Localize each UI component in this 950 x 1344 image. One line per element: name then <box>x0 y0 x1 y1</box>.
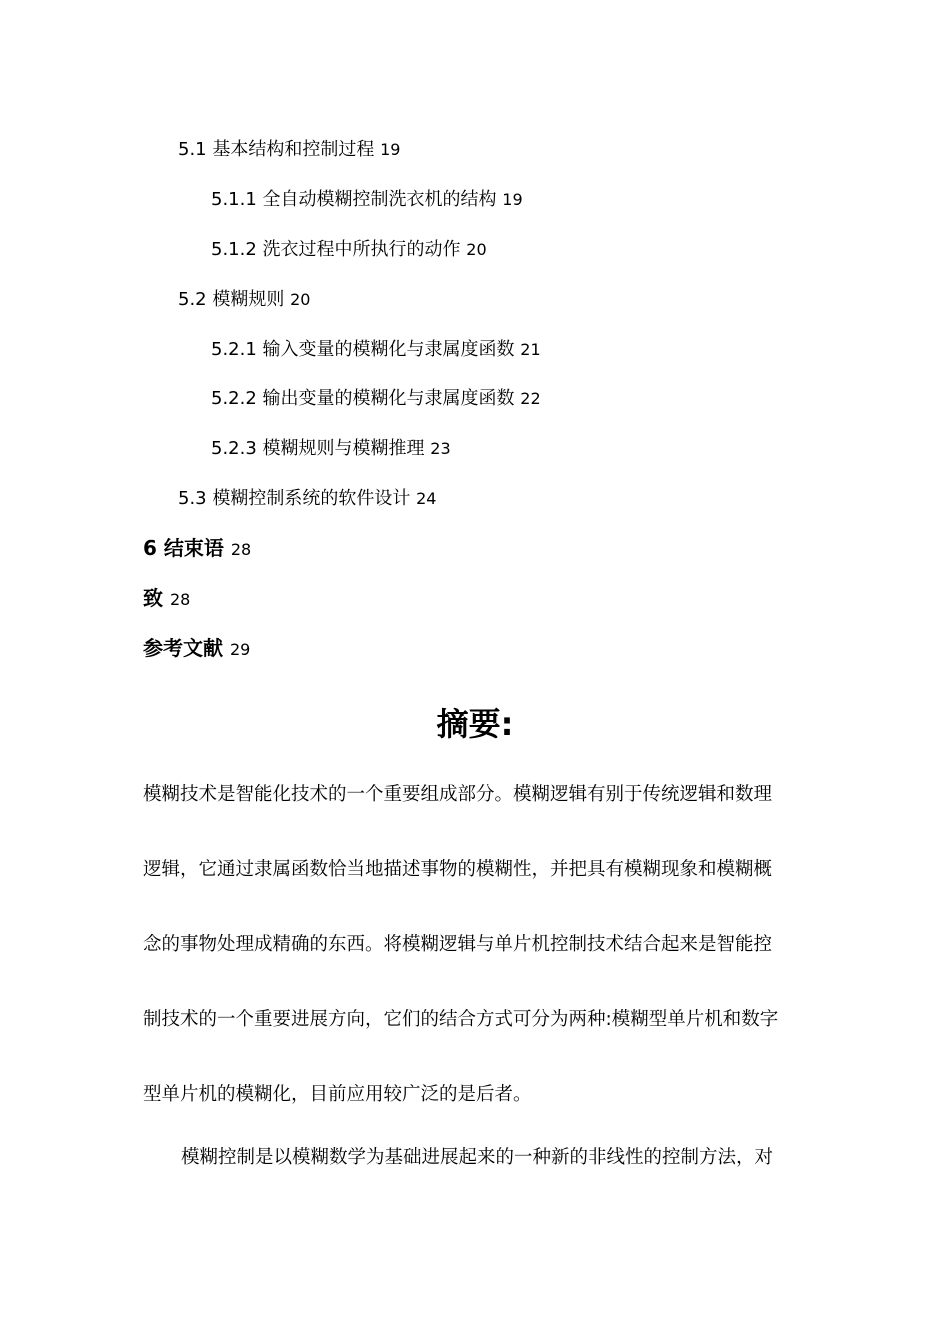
toc-entry-5-2-2[interactable] <box>211 387 541 411</box>
toc-entry-5-1-2[interactable] <box>211 238 487 262</box>
toc-entry-title: 5.2.2 输出变量的模糊化与隶属度函数 <box>211 388 515 409</box>
toc-entry-5-1-1[interactable] <box>211 188 523 212</box>
toc-page-number: 22 <box>520 389 541 408</box>
toc-page-number: 20 <box>290 290 311 309</box>
abstract-line: 逻辑，它通过隶属函数恰当地描述事物的模糊性，并把具有模糊现象和模糊概 <box>143 859 773 880</box>
toc-entry-title: 5.1.1 全自动模糊控制洗衣机的结构 <box>211 189 497 210</box>
toc-entry-title: 6 结束语 <box>143 536 224 560</box>
toc-entry-5-3[interactable] <box>178 487 436 511</box>
toc-entry-5-2-1[interactable] <box>211 338 541 362</box>
toc-page-number: 20 <box>466 240 487 259</box>
abstract-line-indented: 模糊控制是以模糊数学为基础进展起来的一种新的非线性的控制方法，对 <box>181 1147 774 1168</box>
toc-page-number: 28 <box>169 590 191 609</box>
toc-entry-references[interactable] <box>143 636 250 662</box>
toc-entry-title: 致 <box>143 586 163 610</box>
toc-page-number: 21 <box>520 340 541 359</box>
abstract-heading: 摘要: <box>436 705 514 743</box>
toc-entry-title: 5.1.2 洗衣过程中所执行的动作 <box>211 239 461 260</box>
toc-entry-title: 5.1 基本结构和控制过程 <box>178 139 375 160</box>
toc-entry-title: 5.2.1 输入变量的模糊化与隶属度函数 <box>211 339 515 360</box>
abstract-line: 制技术的一个重要进展方向，它们的结合方式可分为两种:模糊型单片机和数字 <box>143 1009 779 1030</box>
toc-entry-title: 5.3 模糊控制系统的软件设计 <box>178 488 411 509</box>
toc-entry-5-2[interactable] <box>178 288 310 312</box>
toc-page-number: 29 <box>229 640 251 659</box>
toc-entry-6[interactable] <box>143 536 251 562</box>
toc-entry-5-2-3[interactable] <box>211 437 451 461</box>
toc-entry-5-1[interactable] <box>178 138 400 162</box>
toc-page-number: 19 <box>380 140 401 159</box>
toc-entry-title: 参考文献 <box>143 636 223 660</box>
toc-entry-acknowledgement[interactable] <box>143 586 190 612</box>
toc-entry-title: 5.2.3 模糊规则与模糊推理 <box>211 438 425 459</box>
toc-page-number: 28 <box>230 540 252 559</box>
toc-page-number: 24 <box>416 489 437 508</box>
toc-entry-title: 5.2 模糊规则 <box>178 289 285 310</box>
toc-page-number: 19 <box>502 190 523 209</box>
abstract-line: 型单片机的模糊化，目前应用较广泛的是后者。 <box>143 1084 532 1105</box>
abstract-line: 念的事物处理成精确的东西。将模糊逻辑与单片机控制技术结合起来是智能控 <box>143 934 773 955</box>
abstract-line: 模糊技术是智能化技术的一个重要组成部分。模糊逻辑有别于传统逻辑和数理 <box>143 784 773 805</box>
toc-page-number: 23 <box>430 439 451 458</box>
